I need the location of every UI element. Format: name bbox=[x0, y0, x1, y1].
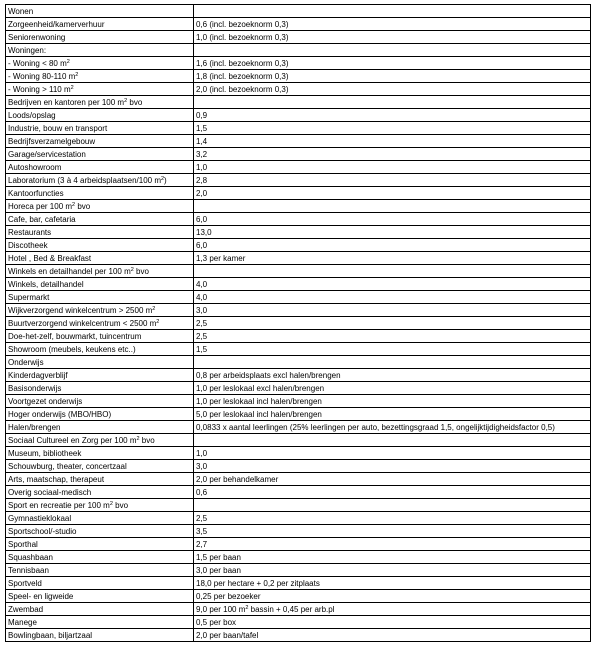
row-label: Hotel , Bed & Breakfast bbox=[6, 252, 194, 265]
table-row bbox=[6, 330, 591, 343]
table-row bbox=[6, 44, 591, 57]
row-label: Zorgeenheid/kamerverhuur bbox=[6, 18, 194, 31]
table-row bbox=[6, 551, 591, 564]
table-row bbox=[6, 447, 591, 460]
table-row bbox=[6, 148, 591, 161]
row-value: 0,6 (incl. bezoeknorm 0,3) bbox=[194, 18, 591, 31]
table-row bbox=[6, 187, 591, 200]
row-value bbox=[194, 499, 591, 512]
table-row bbox=[6, 473, 591, 486]
parking-norms-table bbox=[5, 4, 591, 642]
row-label: - Woning < 80 $m^2$ bbox=[6, 57, 194, 70]
table-row bbox=[6, 31, 591, 44]
row-value: 0,0833 x aantal leerlingen (25% leerlingen per auto, bezettingsgraad 1,5, ongelijktijdigheidsfactor 0,5) bbox=[194, 421, 591, 434]
row-value: 18,0 per hectare + 0,2 per zitplaats bbox=[194, 577, 591, 590]
row-value: 0,9 bbox=[194, 109, 591, 122]
table-row bbox=[6, 408, 591, 421]
row-value: 9,0 per 100 $m^2$ bassin + 0,45 per arb.pl bbox=[194, 603, 591, 616]
table-row bbox=[6, 213, 591, 226]
table-body bbox=[6, 5, 591, 642]
row-value: 1,3 per kamer bbox=[194, 252, 591, 265]
row-label: Manege bbox=[6, 616, 194, 629]
row-label: Voortgezet onderwijs bbox=[6, 395, 194, 408]
table-row bbox=[6, 538, 591, 551]
table-row bbox=[6, 629, 591, 642]
row-value: 1,5 bbox=[194, 122, 591, 135]
table-row bbox=[6, 96, 591, 109]
row-value: 2,0 per baan/tafel bbox=[194, 629, 591, 642]
row-value: 2,7 bbox=[194, 538, 591, 551]
row-label: Seniorenwoning bbox=[6, 31, 194, 44]
table-row bbox=[6, 291, 591, 304]
table-row bbox=[6, 174, 591, 187]
table-row bbox=[6, 161, 591, 174]
table-row bbox=[6, 122, 591, 135]
row-value: 1,5 bbox=[194, 343, 591, 356]
row-value: 6,0 bbox=[194, 239, 591, 252]
table-row bbox=[6, 421, 591, 434]
row-label: - Woning 80-110 $m^2$ bbox=[6, 70, 194, 83]
row-value: 3,0 bbox=[194, 460, 591, 473]
row-value: 0,6 bbox=[194, 486, 591, 499]
row-label: Onderwijs bbox=[6, 356, 194, 369]
row-label: Loods/opslag bbox=[6, 109, 194, 122]
row-value: 1,4 bbox=[194, 135, 591, 148]
row-label: Bedrijven en kantoren per 100 $m^2$ bvo bbox=[6, 96, 194, 109]
row-label: Buurtverzorgend winkelcentrum < 2500 $m^2$ bbox=[6, 317, 194, 330]
row-label: Winkels en detailhandel per 100 $m^2$ bvo bbox=[6, 265, 194, 278]
row-label: Industrie, bouw en transport bbox=[6, 122, 194, 135]
row-label: Sportschool/-studio bbox=[6, 525, 194, 538]
row-label: Kinderdagverblijf bbox=[6, 369, 194, 382]
table-row bbox=[6, 486, 591, 499]
row-value bbox=[194, 356, 591, 369]
row-value: 5,0 per leslokaal incl halen/brengen bbox=[194, 408, 591, 421]
row-value: 2,5 bbox=[194, 330, 591, 343]
table-row bbox=[6, 590, 591, 603]
row-value bbox=[194, 265, 591, 278]
row-value: 1,0 (incl. bezoeknorm 0,3) bbox=[194, 31, 591, 44]
row-label: Sportveld bbox=[6, 577, 194, 590]
table-row bbox=[6, 239, 591, 252]
table-row bbox=[6, 226, 591, 239]
table-row bbox=[6, 57, 591, 70]
row-value: 3,0 per baan bbox=[194, 564, 591, 577]
row-label: Laboratorium (3 à 4 arbeidsplaatsen/100 $m^2$) bbox=[6, 174, 194, 187]
row-value: 0,25 per bezoeker bbox=[194, 590, 591, 603]
table-row bbox=[6, 109, 591, 122]
table-row bbox=[6, 317, 591, 330]
row-value: 4,0 bbox=[194, 291, 591, 304]
row-value: 2,5 bbox=[194, 512, 591, 525]
table-row bbox=[6, 512, 591, 525]
row-value bbox=[194, 96, 591, 109]
row-label: Bowlingbaan, biljartzaal bbox=[6, 629, 194, 642]
row-value bbox=[194, 5, 591, 18]
row-label: Supermarkt bbox=[6, 291, 194, 304]
row-label: Wonen bbox=[6, 5, 194, 18]
row-value: 1,0 bbox=[194, 161, 591, 174]
table-row bbox=[6, 70, 591, 83]
row-label: Halen/brengen bbox=[6, 421, 194, 434]
row-value: 1,0 bbox=[194, 447, 591, 460]
row-value: 3,5 bbox=[194, 525, 591, 538]
table-row bbox=[6, 460, 591, 473]
table-row bbox=[6, 265, 591, 278]
row-value: 6,0 bbox=[194, 213, 591, 226]
row-label: Museum, bibliotheek bbox=[6, 447, 194, 460]
table-row bbox=[6, 603, 591, 616]
row-value: 1,8 (incl. bezoeknorm 0,3) bbox=[194, 70, 591, 83]
table-row bbox=[6, 616, 591, 629]
row-label: Hoger onderwijs (MBO/HBO) bbox=[6, 408, 194, 421]
row-value bbox=[194, 434, 591, 447]
table-row bbox=[6, 304, 591, 317]
row-value: 2,0 (incl. bezoeknorm 0,3) bbox=[194, 83, 591, 96]
row-label: Sociaal Cultureel en Zorg per 100 $m^2$ bvo bbox=[6, 434, 194, 447]
row-value: 2,0 per behandelkamer bbox=[194, 473, 591, 486]
table-row bbox=[6, 252, 591, 265]
table-row bbox=[6, 83, 591, 96]
row-value: 2,5 bbox=[194, 317, 591, 330]
table-row bbox=[6, 18, 591, 31]
table-row bbox=[6, 382, 591, 395]
row-label: Wijkverzorgend winkelcentrum > 2500 $m^2$ bbox=[6, 304, 194, 317]
row-value: 13,0 bbox=[194, 226, 591, 239]
row-label: Doe-het-zelf, bouwmarkt, tuincentrum bbox=[6, 330, 194, 343]
table-row bbox=[6, 499, 591, 512]
row-label: Zwembad bbox=[6, 603, 194, 616]
row-label: Arts, maatschap, therapeut bbox=[6, 473, 194, 486]
row-label: Sport en recreatie per 100 $m^2$ bvo bbox=[6, 499, 194, 512]
row-label: Schouwburg, theater, concertzaal bbox=[6, 460, 194, 473]
table-row bbox=[6, 395, 591, 408]
row-label: - Woning > 110 $m^2$ bbox=[6, 83, 194, 96]
row-value: 4,0 bbox=[194, 278, 591, 291]
row-value bbox=[194, 44, 591, 57]
table-row bbox=[6, 577, 591, 590]
row-label: Tennisbaan bbox=[6, 564, 194, 577]
table-row bbox=[6, 343, 591, 356]
row-label: Discotheek bbox=[6, 239, 194, 252]
row-label: Showroom (meubels, keukens etc..) bbox=[6, 343, 194, 356]
row-label: Garage/servicestation bbox=[6, 148, 194, 161]
row-value bbox=[194, 200, 591, 213]
row-value: 2,0 bbox=[194, 187, 591, 200]
row-label: Gymnastieklokaal bbox=[6, 512, 194, 525]
row-label: Winkels, detailhandel bbox=[6, 278, 194, 291]
row-value: 2,8 bbox=[194, 174, 591, 187]
row-label: Bedrijfsverzamelgebouw bbox=[6, 135, 194, 148]
row-value: 0,5 per box bbox=[194, 616, 591, 629]
row-label: Woningen: bbox=[6, 44, 194, 57]
table-row bbox=[6, 434, 591, 447]
row-label: Sporthal bbox=[6, 538, 194, 551]
table-row bbox=[6, 564, 591, 577]
table-row bbox=[6, 5, 591, 18]
row-value: 3,2 bbox=[194, 148, 591, 161]
row-value: 1,0 per leslokaal incl halen/brengen bbox=[194, 395, 591, 408]
row-label: Kantoorfuncties bbox=[6, 187, 194, 200]
row-label: Squashbaan bbox=[6, 551, 194, 564]
row-value: 1,5 per baan bbox=[194, 551, 591, 564]
row-value: 1,0 per leslokaal excl halen/brengen bbox=[194, 382, 591, 395]
row-label: Autoshowroom bbox=[6, 161, 194, 174]
row-label: Restaurants bbox=[6, 226, 194, 239]
row-label: Cafe, bar, cafetaria bbox=[6, 213, 194, 226]
row-label: Horeca per 100 $m^2$ bvo bbox=[6, 200, 194, 213]
table-row bbox=[6, 278, 591, 291]
table-row bbox=[6, 135, 591, 148]
row-value: 3,0 bbox=[194, 304, 591, 317]
row-value: 0,8 per arbeidsplaats excl halen/brengen bbox=[194, 369, 591, 382]
row-value: 1,6 (incl. bezoeknorm 0,3) bbox=[194, 57, 591, 70]
row-label: Basisonderwijs bbox=[6, 382, 194, 395]
row-label: Overig sociaal-medisch bbox=[6, 486, 194, 499]
row-label: Speel- en ligweide bbox=[6, 590, 194, 603]
table-row bbox=[6, 200, 591, 213]
table-row bbox=[6, 356, 591, 369]
table-row bbox=[6, 369, 591, 382]
table-row bbox=[6, 525, 591, 538]
